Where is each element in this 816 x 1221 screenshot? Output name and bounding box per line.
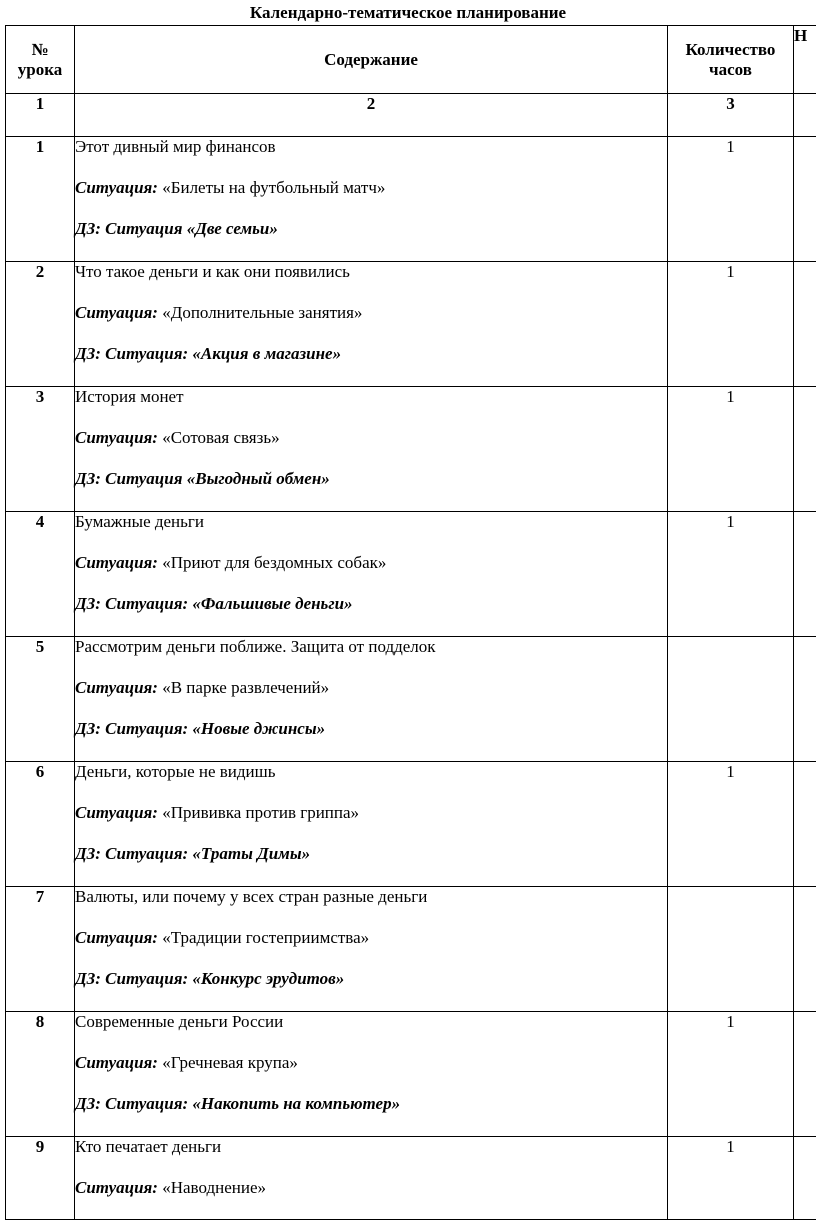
lesson-extra <box>794 262 816 387</box>
lesson-topic: Рассмотрим деньги поближе. Защита от подделок <box>75 637 436 656</box>
lesson-extra <box>794 512 816 637</box>
lesson-situation <box>75 1178 667 1198</box>
lesson-topic: Валюты, или почему у всех стран разные деньги <box>75 887 428 906</box>
lesson-topic: История монет <box>75 387 184 406</box>
situation-text: «Наводнение» <box>162 1178 266 1197</box>
lesson-content <box>75 262 668 387</box>
column-number-3: 3 <box>668 94 794 137</box>
lesson-situation <box>75 428 667 448</box>
lesson-number: 6 <box>6 762 75 887</box>
lesson-number: 2 <box>6 262 75 387</box>
lesson-number: 4 <box>6 512 75 637</box>
lesson-extra <box>794 887 816 1012</box>
situation-text: «Билеты на футбольный матч» <box>162 178 386 197</box>
situation-text: «Приют для бездомных собак» <box>162 553 387 572</box>
column-number-4 <box>794 94 816 137</box>
lesson-hours: 1 <box>668 1012 794 1137</box>
header-content: Содержание <box>75 26 668 94</box>
lesson-topic: Современные деньги России <box>75 1012 284 1031</box>
planning-table <box>5 25 816 1220</box>
lesson-content <box>75 512 668 637</box>
lesson-hours <box>668 887 794 1012</box>
table-row <box>6 137 816 262</box>
lesson-number: 3 <box>6 387 75 512</box>
lesson-content <box>75 887 668 1012</box>
lesson-hours: 1 <box>668 262 794 387</box>
lesson-number: 5 <box>6 637 75 762</box>
lesson-homework: ДЗ: Ситуация: «Конкурс эрудитов» <box>75 969 345 988</box>
table-row <box>6 637 816 762</box>
situation-label: Ситуация: <box>75 428 158 447</box>
situation-label: Ситуация: <box>75 803 158 822</box>
lesson-situation <box>75 178 667 198</box>
table-row <box>6 512 816 637</box>
lesson-number: 1 <box>6 137 75 262</box>
lesson-homework: ДЗ: Ситуация «Выгодный обмен» <box>75 469 330 488</box>
lesson-homework: ДЗ: Ситуация: «Акция в магазине» <box>75 344 342 363</box>
lesson-number: 7 <box>6 887 75 1012</box>
lesson-situation <box>75 553 667 573</box>
column-number-1: 1 <box>6 94 75 137</box>
lesson-homework: ДЗ: Ситуация: «Накопить на компьютер» <box>75 1094 401 1113</box>
lesson-extra <box>794 137 816 262</box>
column-number-2: 2 <box>75 94 668 137</box>
situation-label: Ситуация: <box>75 1053 158 1072</box>
situation-label: Ситуация: <box>75 553 158 572</box>
lesson-extra <box>794 1137 816 1220</box>
header-lesson-no <box>6 26 75 94</box>
header-lesson-no-line2: урока <box>17 59 63 79</box>
lesson-topic: Бумажные деньги <box>75 512 204 531</box>
lesson-situation <box>75 803 667 823</box>
situation-label: Ситуация: <box>75 178 158 197</box>
situation-label: Ситуация: <box>75 303 158 322</box>
lesson-hours: 1 <box>668 137 794 262</box>
lesson-content <box>75 387 668 512</box>
lesson-number: 8 <box>6 1012 75 1137</box>
situation-text: «Традиции гостеприимства» <box>162 928 370 947</box>
lesson-homework: ДЗ: Ситуация: «Новые джинсы» <box>75 719 326 738</box>
situation-text: «Прививка против гриппа» <box>162 803 360 822</box>
situation-label: Ситуация: <box>75 928 158 947</box>
lesson-content <box>75 762 668 887</box>
lesson-homework: ДЗ: Ситуация «Две семьи» <box>75 219 278 238</box>
table-row <box>6 262 816 387</box>
lesson-content <box>75 1012 668 1137</box>
lesson-hours: 1 <box>668 762 794 887</box>
lesson-situation <box>75 1053 667 1073</box>
situation-label: Ситуация: <box>75 1178 158 1197</box>
lesson-topic: Что такое деньги и как они появились <box>75 262 350 281</box>
lesson-situation <box>75 303 667 323</box>
table-row <box>6 887 816 1012</box>
lesson-hours: 1 <box>668 1137 794 1220</box>
situation-label: Ситуация: <box>75 678 158 697</box>
table-row <box>6 387 816 512</box>
lesson-topic: Кто печатает деньги <box>75 1137 222 1156</box>
lesson-content <box>75 1137 668 1220</box>
lesson-situation <box>75 928 667 948</box>
lesson-content <box>75 137 668 262</box>
lesson-hours: 1 <box>668 387 794 512</box>
lesson-topic: Деньги, которые не видишь <box>75 762 276 781</box>
lesson-homework: ДЗ: Ситуация: «Фальшивые деньги» <box>75 594 353 613</box>
situation-text: «Дополнительные занятия» <box>162 303 363 322</box>
lesson-homework: ДЗ: Ситуация: «Траты Димы» <box>75 844 311 863</box>
header-lesson-no-line1: № <box>31 39 49 59</box>
lesson-extra <box>794 637 816 762</box>
lesson-extra <box>794 762 816 887</box>
lesson-topic: Этот дивный мир финансов <box>75 137 276 156</box>
header-hours-line2: часов <box>709 59 752 79</box>
lesson-hours: 1 <box>668 512 794 637</box>
table-row <box>6 1012 816 1137</box>
situation-text: «Сотовая связь» <box>162 428 280 447</box>
header-row <box>6 26 816 94</box>
table-row <box>6 762 816 887</box>
header-hours <box>668 26 794 94</box>
lesson-hours <box>668 637 794 762</box>
lesson-extra <box>794 1012 816 1137</box>
header-hours-line1: Количество <box>685 39 776 59</box>
table-row <box>6 1137 816 1220</box>
page-title: Календарно-тематическое планирование <box>249 3 567 22</box>
column-number-row <box>6 94 816 137</box>
lesson-content <box>75 637 668 762</box>
header-extra: Н <box>794 26 816 94</box>
situation-text: «Гречневая крупа» <box>162 1053 298 1072</box>
lesson-situation <box>75 678 667 698</box>
lesson-extra <box>794 387 816 512</box>
lesson-number: 9 <box>6 1137 75 1220</box>
situation-text: «В парке развлечений» <box>162 678 330 697</box>
